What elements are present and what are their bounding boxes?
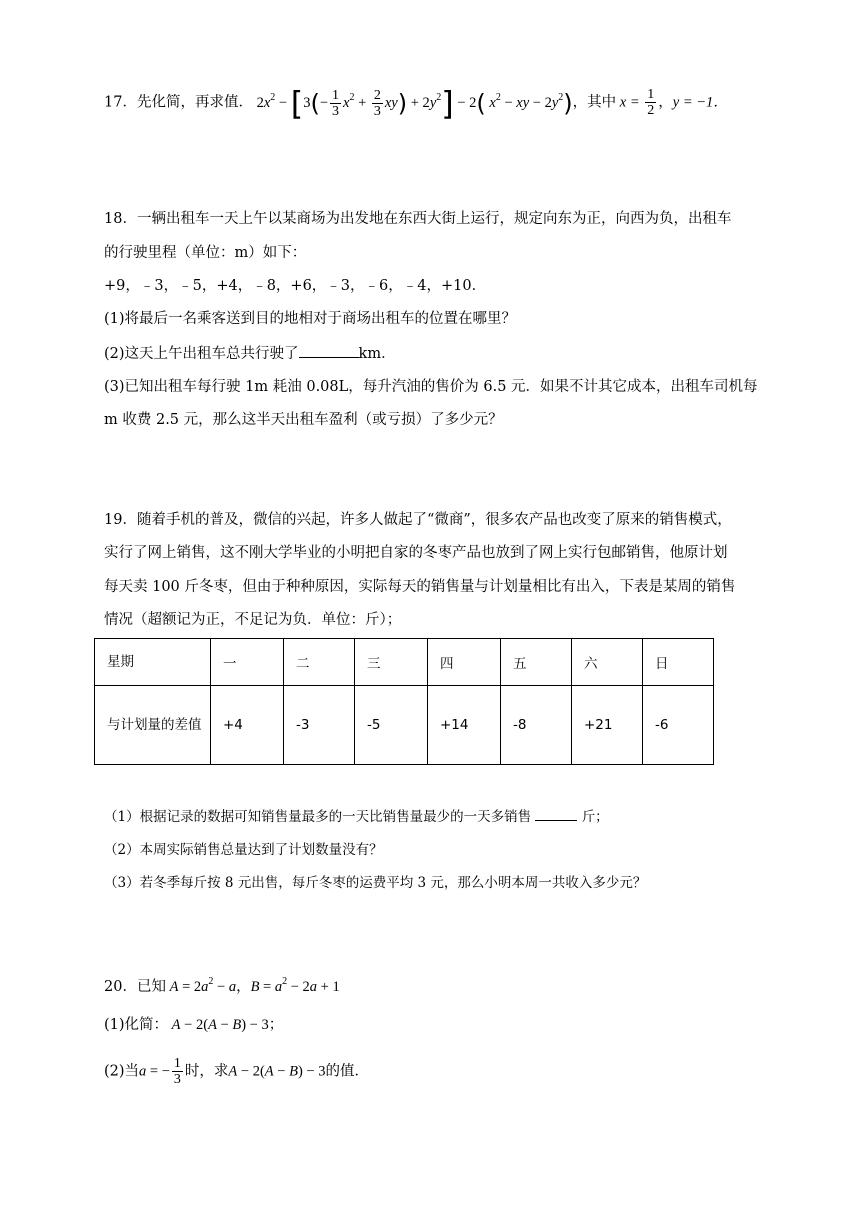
- q18-answer-blank: [299, 343, 359, 358]
- table-cell: -6: [643, 686, 714, 765]
- table-cell: -3: [284, 686, 355, 765]
- q20-expression: A: [228, 1063, 238, 1080]
- q17-prefix: 先化简，再求值．: [136, 94, 253, 111]
- q19-line3: 每天卖 100 斤冬枣，但由于种种原因，实际每天的销售量与计划量相比有出入，下表是某周的销售: [104, 579, 736, 595]
- q17-y-value: y = −1．: [672, 94, 728, 111]
- q20-a-fraction: $\frac{1}{3}$: [173, 1056, 181, 1087]
- q20-line1: 20．已知 $A = 2a^2 - a$，$B = a^2 - 2a + 1$: [104, 976, 340, 995]
- q20-a-value: a: [139, 1063, 147, 1080]
- q17-x-eq: x =: [616, 94, 644, 111]
- table-row: [95, 686, 714, 765]
- table-cell: +21: [572, 686, 643, 765]
- q18-data: +9，﹣3，﹣5，+4，﹣8，+6，﹣3，﹣6，﹣4，+10．: [104, 278, 487, 294]
- q18-line2: 的行驶里程（单位：m）如下：: [104, 245, 307, 261]
- table-cell: +4: [211, 686, 284, 765]
- q18-sub1: (1)将最后一名乘客送到目的地相对于商场出租车的位置在哪里？: [104, 311, 517, 327]
- q19-line2: 实行了网上销售，这不刚大学毕业的小明把自家的冬枣产品也放到了网上实行包邮销售，他原计划: [104, 545, 728, 561]
- q18-line1: 18．一辆出租车一天上午以某商场为出发地在东西大街上运行，规定向东为正，向西为负，出租车: [104, 211, 732, 227]
- table-cell: +14: [428, 686, 501, 765]
- q18-sub3-line2: m 收费 2.5 元，那么这半天出租车盈利（或亏损）了多少元？: [104, 412, 503, 428]
- q17-expression: $2x^2 - [3(-$ $\frac{1}{3}$ $x^2$ + $\frac{2}{3}$ $xy) + 2y^2] - 2$( $x^2$ − xy − $2y^2$): [252, 84, 573, 123]
- q17-condition: ，其中: [572, 94, 617, 111]
- q17-line: 17．先化简，再求值． $2x^2 - [3(-$ $\frac{1}{3}$ $x^2$ + $\frac{2}{3}$ $xy) + 2y^2] - 2$( $x^2$ − xy − $2y^2$)，其中 x = $\frac{1}{2}$ ，y = −1．: [104, 84, 728, 123]
- table-cell: 二: [284, 639, 355, 686]
- q19-answer-blank: [535, 806, 577, 821]
- q19-sub3: （3）若冬季每斤按 8 元出售，每斤冬枣的运费平均 3 元，那么小明本周一共收入多少元？: [104, 875, 647, 891]
- q17-number: 17．: [104, 94, 137, 111]
- table-header-row: [95, 639, 714, 686]
- q19-sub2: （2）本周实际销售总量达到了计划数量没有？: [104, 842, 383, 858]
- table-row-label: 与计划量的差值: [95, 686, 211, 765]
- q19-sub1: （1）根据记录的数据可知销售量最多的一天比销售量最少的一天多销售 斤；: [104, 806, 609, 827]
- table-cell: 三: [355, 639, 428, 686]
- table-cell: 五: [501, 639, 572, 686]
- table-cell: -5: [355, 686, 428, 765]
- q17-x-fraction: $\frac{1}{2}$: [647, 87, 655, 118]
- q18-sub3-line1: (3)已知出租车每行驶 1m 耗油 0.08L，每升汽油的售价为 6.5 元．如果不计其它成本，出租车司机每: [104, 379, 758, 395]
- q20-sub1: (1)化简： A − 2(A − B) − 3；: [104, 1017, 284, 1033]
- q19-line1: 19．随着手机的普及，微信的兴起，许多人做起了“微商”，很多农产品也改变了原来的销售模式，: [104, 512, 732, 528]
- table-cell: 星期: [95, 639, 211, 686]
- sales-table: [94, 638, 714, 765]
- table-cell: -8: [501, 686, 572, 765]
- q18-sub2: (2)这天上午出租车总共行驶了 km．: [104, 343, 396, 364]
- table-cell: 一: [211, 639, 284, 686]
- q20-expression: A: [168, 1017, 181, 1033]
- q19-line4: 情况（超额记为正，不足记为负．单位：斤）；: [104, 612, 402, 628]
- table-cell: 六: [572, 639, 643, 686]
- q20-sub2: (2)当a = − $\frac{1}{3}$ 时，求A − 2(A − B) − 3的值．: [104, 1056, 369, 1087]
- q20-def-a: A: [165, 979, 179, 995]
- table-cell: 日: [643, 639, 714, 686]
- q20-def-b: B: [250, 979, 260, 995]
- table-cell: 四: [428, 639, 501, 686]
